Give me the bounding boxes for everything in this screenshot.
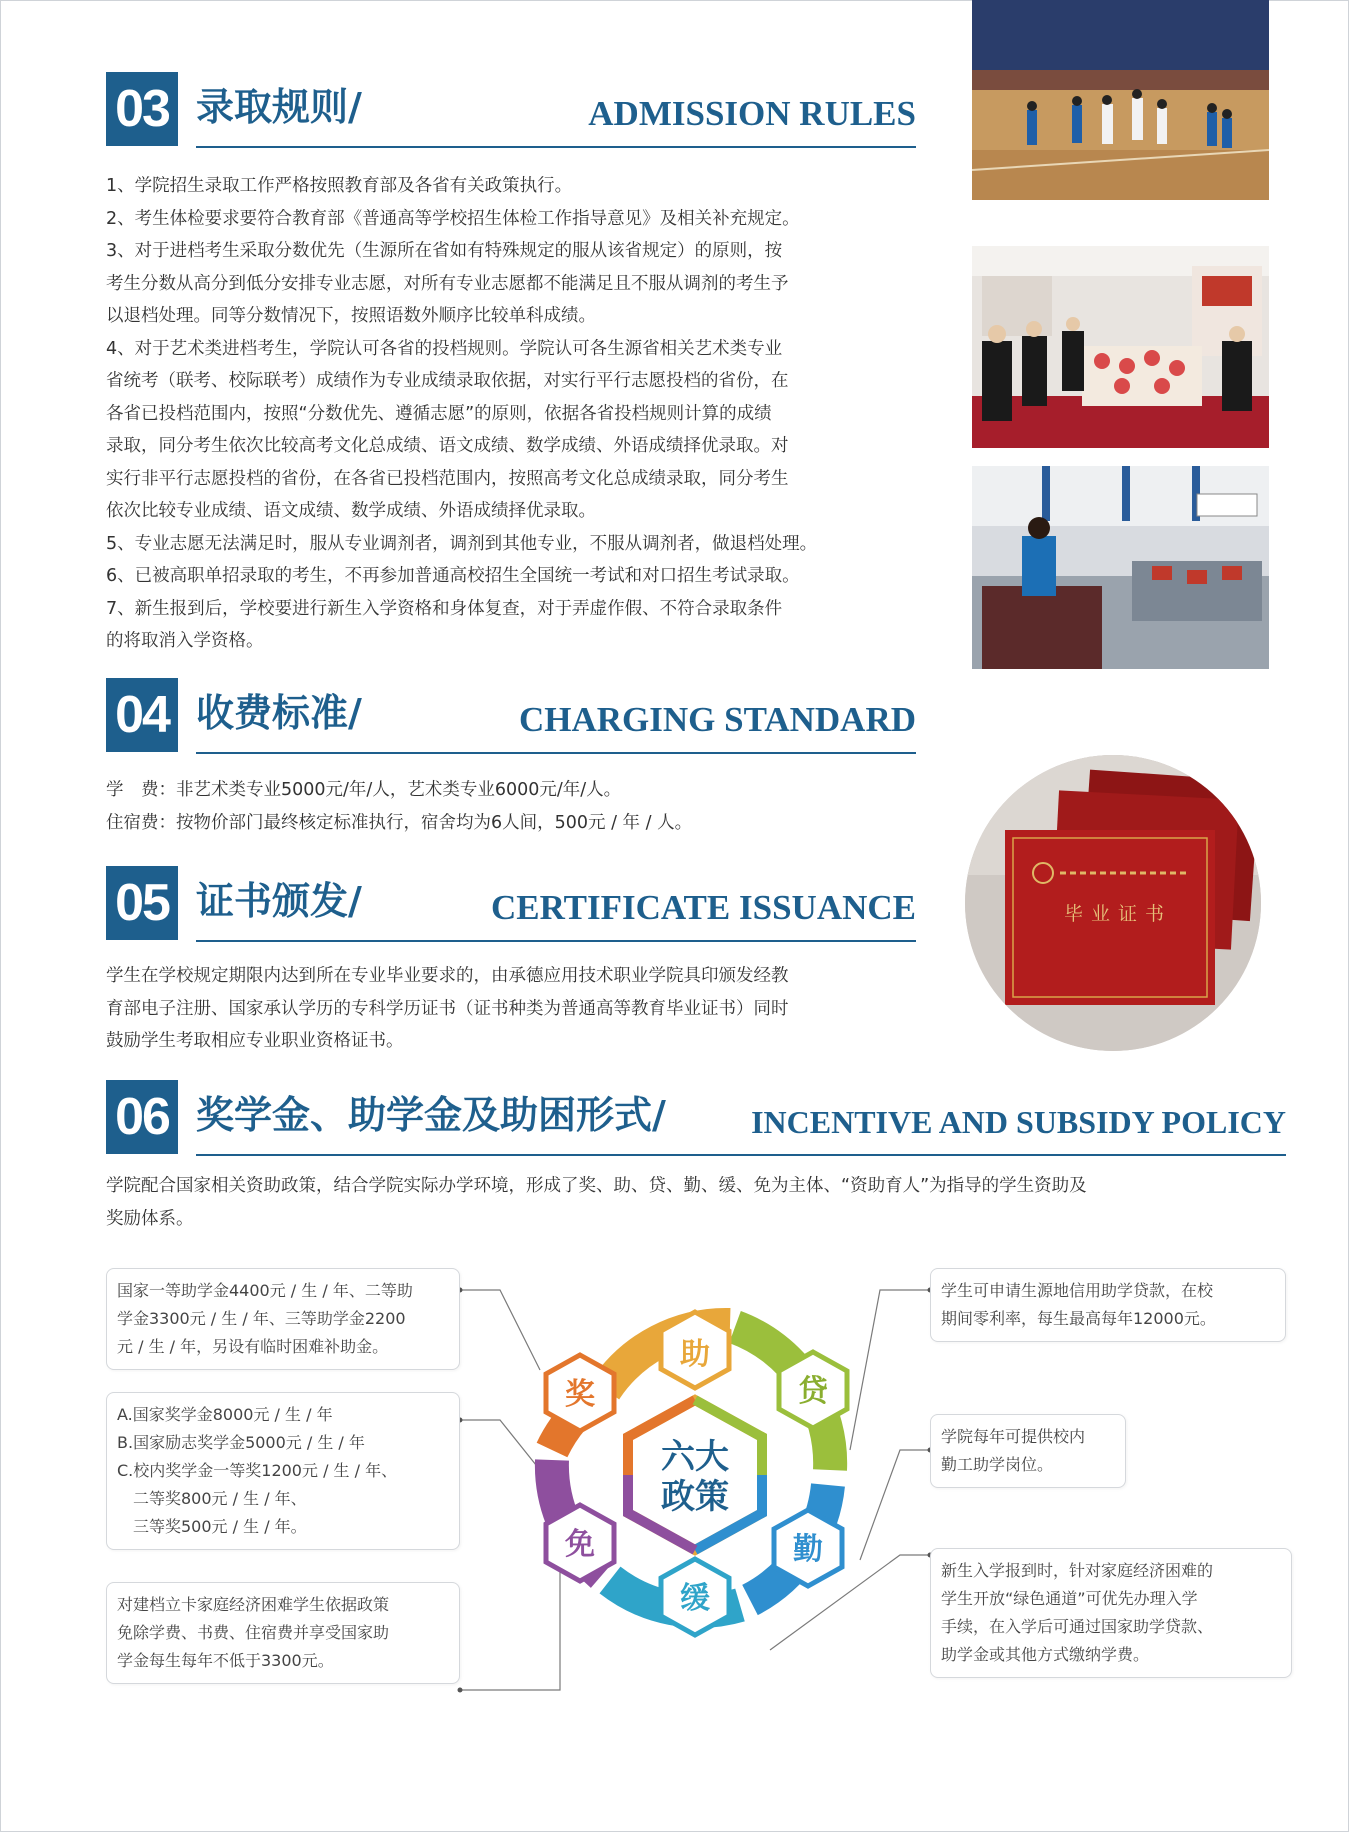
text-line: 3、对于进档考生采取分数优先（生源所在省如有特殊规定的服从该省规定）的原则，按 (106, 241, 783, 261)
node-huan (661, 1559, 729, 1635)
text-line: 学院配合国家相关资助政策，结合学院实际办学环境，形成了奖、助、贷、勤、缓、免为主体、“资助育人”为指导的学生资助及 (106, 1176, 1087, 1196)
node-qin-label: 勤 (793, 1532, 823, 1567)
bubble-mian (106, 1582, 460, 1684)
text-line: 住宿费：按物价部门最终核定标准执行，宿舍均为6人间，500元 / 年 / 人。 (106, 812, 693, 833)
text-line: 4、对于艺术类进档考生，学院认可各省的投档规则。学院认可各生源省相关艺术类专业 (106, 338, 783, 359)
node-jiang-label: 奖 (565, 1377, 595, 1412)
bubble-line: A.国家奖学金8000元 / 生 / 年 (117, 1405, 333, 1424)
text-line: 各省已投档范围内，按照“分数优先、遵循志愿”的原则，依据各省投档规则计算的成绩 (106, 403, 772, 424)
bubble-line: 元 / 生 / 年，另设有临时困难补助金。 (117, 1337, 389, 1356)
bubble-line: 学生开放“绿色通道”可优先办理入学 (941, 1589, 1198, 1608)
section-title-cn: 收费标准/ (196, 691, 362, 735)
text-line: 依次比较专业成绩、语文成绩、数学成绩、外语成绩择优录取。 (106, 501, 596, 521)
competition-photo (972, 466, 1269, 669)
bubble-line: B.国家励志奖学金5000元 / 生 / 年 (117, 1433, 365, 1452)
section-number: 06 (106, 1080, 178, 1154)
exhibition-photo (972, 246, 1269, 448)
text-line: 鼓励学生考取相应专业职业资格证书。 (106, 1031, 404, 1051)
section-underline (196, 1154, 1286, 1156)
node-jiang (546, 1355, 614, 1431)
section-underline (196, 146, 916, 148)
bubble-line: 二等奖800元 / 生 / 年、 (117, 1489, 307, 1508)
section-title-cn: 录取规则/ (196, 85, 362, 129)
bubble-line: 期间零利率，每生最高每年12000元。 (941, 1309, 1216, 1328)
bubble-line: 三等奖500元 / 生 / 年。 (117, 1517, 307, 1536)
section-number: 03 (106, 72, 178, 146)
basketball-photo (972, 0, 1269, 200)
node-zhu (661, 1312, 729, 1388)
bubble-dai (930, 1268, 1286, 1342)
policy-ring-diagram (530, 1300, 860, 1640)
text-line: 育部电子注册、国家承认学历的专科学历证书（证书种类为普通高等教育毕业证书）同时 (106, 998, 789, 1019)
text-line: 6、已被高职单招录取的考生，不再参加普通高校招生全国统一考试和对口招生考试录取。 (106, 566, 800, 586)
bubble-line: 助学金或其他方式缴纳学费。 (941, 1645, 1150, 1664)
section-certificate-header (106, 866, 916, 946)
section-title-en: ADMISSION RULES (588, 94, 916, 133)
bubble-qin (930, 1414, 1126, 1488)
section-title-en: INCENTIVE AND SUBSIDY POLICY (751, 1104, 1286, 1140)
certificate-text (106, 960, 789, 1058)
bubble-jiang (106, 1392, 460, 1550)
bubble-line: 学金3300元 / 生 / 年、三等助学金2200 (117, 1309, 406, 1328)
section-title-en: CERTIFICATE ISSUANCE (490, 888, 916, 927)
bubble-line: 对建档立卡家庭经济困难学生依据政策 (117, 1595, 390, 1614)
bubble-line: 免除学费、书费、住宿费并享受国家助 (117, 1623, 390, 1642)
section-title-cn: 证书颁发/ (196, 879, 362, 923)
text-line: 考生分数从高分到低分安排专业志愿，对所有专业志愿都不能满足且不服从调剂的考生予 (106, 273, 789, 294)
bubble-huan (930, 1548, 1292, 1678)
text-line: 2、考生体检要求要符合教育部《普通高等学校招生体检工作指导意见》及相关补充规定。 (106, 208, 800, 229)
section-title-cn: 奖学金、助学金及助困形式/ (196, 1093, 666, 1137)
bubble-zhu (106, 1268, 460, 1370)
bubble-line: 新生入学报到时，针对家庭经济困难的 (941, 1561, 1214, 1580)
section-incentive-header (106, 1080, 1286, 1160)
text-line: 实行非平行志愿投档的省份，在各省已投档范围内，按照高考文化总成绩录取，同分考生 (106, 468, 789, 489)
text-line: 5、专业志愿无法满足时，服从专业调剂者，调剂到其他专业，不服从调剂者，做退档处理。 (106, 533, 818, 554)
section-charging-header (106, 678, 916, 758)
text-line: 学生在学校规定期限内达到所在专业毕业要求的，由承德应用技术职业学院具印颁发经教 (106, 966, 789, 986)
node-mian (546, 1505, 614, 1581)
bubble-line: 手续，在入学后可通过国家助学贷款、 (941, 1617, 1214, 1636)
text-line: 的将取消入学资格。 (106, 631, 264, 651)
section-admission-header (106, 72, 916, 152)
text-line: 奖励体系。 (106, 1208, 194, 1229)
admission-rules-text (106, 170, 817, 658)
node-dai (779, 1352, 847, 1428)
text-line: 7、新生报到后，学校要进行新生入学资格和身体复查，对于弄虚作假、不符合录取条件 (106, 598, 783, 619)
center-label-line2: 政策 (661, 1477, 729, 1517)
text-line: 录取，同分考生依次比较高考文化总成绩、语文成绩、数学成绩、外语成绩择优录取。对 (106, 436, 789, 456)
section-underline (196, 940, 916, 942)
text-line: 1、学院招生录取工作严格按照教育部及各省有关政策执行。 (106, 176, 573, 196)
bubble-line: C.校内奖学金一等奖1200元 / 生 / 年、 (117, 1461, 398, 1480)
node-zhu-label: 助 (680, 1337, 710, 1372)
incentive-text (106, 1170, 1087, 1235)
bubble-line: 学金每生每年不低于3300元。 (117, 1651, 334, 1670)
section-title-en: CHARGING STANDARD (518, 700, 916, 739)
text-line: 学 费：非艺术类专业5000元/年/人，艺术类专业6000元/年/人。 (106, 780, 622, 800)
text-line: 省统考（联考、校际联考）成绩作为专业成绩录取依据，对实行平行志愿投档的省份，在 (106, 371, 789, 391)
section-underline (196, 752, 916, 754)
certificate-photo (965, 755, 1261, 1051)
center-label-line1: 六大 (661, 1437, 729, 1477)
bubble-line: 勤工助学岗位。 (941, 1455, 1054, 1474)
node-qin (774, 1510, 842, 1586)
section-number: 04 (106, 678, 178, 752)
bubble-line: 学生可申请生源地信用助学贷款，在校 (941, 1281, 1214, 1300)
certificate-title: 毕业证书 (1063, 903, 1172, 925)
bubble-line: 国家一等助学金4400元 / 生 / 年、二等助 (117, 1281, 413, 1300)
node-mian-label: 免 (565, 1527, 595, 1562)
section-number: 05 (106, 866, 178, 940)
text-line: 以退档处理。同等分数情况下，按照语数外顺序比较单科成绩。 (106, 306, 596, 326)
node-dai-label: 贷 (798, 1374, 828, 1409)
bubble-line: 学院每年可提供校内 (941, 1427, 1086, 1446)
charging-text (106, 774, 692, 839)
node-huan-label: 缓 (680, 1581, 710, 1616)
